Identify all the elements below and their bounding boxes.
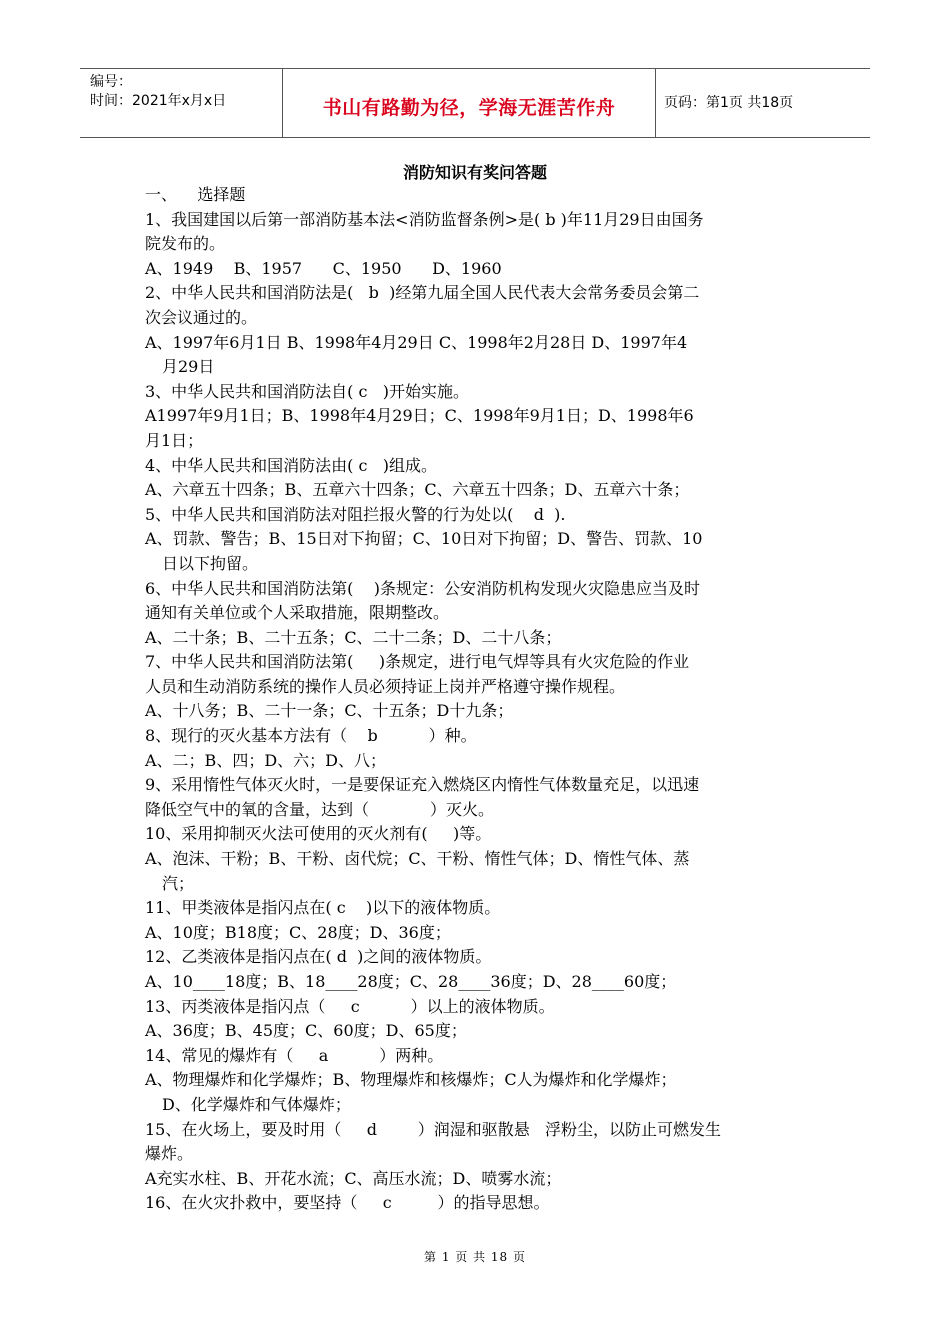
section-heading: 一、 选择题 xyxy=(145,185,246,204)
text-line: A、十八务；B、二十一条；C、十五条；D十九条； xyxy=(145,701,514,721)
page-footer: 第 1 页 共 18 页 xyxy=(424,1250,526,1264)
text-line: 2、中华人民共和国消防法是( b )经第九届全国人民代表大会常务委员会第二 xyxy=(145,283,700,303)
header-motto-cell xyxy=(283,69,656,137)
text-line: 1、我国建国以后第一部消防基本法<消防监督条例>是( b )年11月29日由国务 xyxy=(145,209,704,229)
text-line: 院发布的。 xyxy=(145,234,226,254)
text-line: A、罚款、警告；B、15日对下拘留；C、10日对下拘留；D、警告、罚款、10 xyxy=(145,529,703,549)
text-line: 10、采用抑制灭火法可使用的灭火剂有( )等。 xyxy=(145,824,492,844)
text-line: 8、现行的灭火基本方法有（ b ）种。 xyxy=(145,726,477,746)
text-line: 通知有关单位或个人采取措施，限期整改。 xyxy=(145,603,450,623)
text-line: 爆炸。 xyxy=(145,1144,194,1164)
text-line: 月29日 xyxy=(162,357,215,377)
text-line: A、1997年6月1日 B、1998年4月29日 C、1998年2月28日 D、1997年4 xyxy=(145,332,688,352)
header-meta-cell xyxy=(80,69,283,137)
text-line: 16、在火灾扑救中，要坚持（ c ）的指导思想。 xyxy=(145,1193,550,1213)
text-line: 15、在火场上，要及时用（ d ）润湿和驱散悬 浮粉尘，以防止可燃发生 xyxy=(145,1119,721,1139)
text-line: 月1日； xyxy=(145,430,204,450)
document-title: 消防知识有奖问答题 xyxy=(402,163,547,182)
text-line: 5、中华人民共和国消防法对阻拦报火警的行为处以( d ). xyxy=(145,504,566,524)
text-line: A、二；B、四；D、六；D、八； xyxy=(145,750,386,770)
text-line: 人员和生动消防系统的操作人员必须持证上岗并严格遵守操作规程。 xyxy=(145,676,626,696)
text-line: 9、采用惰性气体灭火时，一是要保证充入燃烧区内惰性气体数量充足，以迅速 xyxy=(145,775,700,795)
text-line: A、1949 B、1957 C、1950 D、1960 xyxy=(145,258,502,278)
text-line: 日以下拘留。 xyxy=(162,553,259,573)
text-line: 汽； xyxy=(162,873,195,893)
text-line: 3、中华人民共和国消防法自( c )开始实施。 xyxy=(145,381,469,401)
text-line: A、物理爆炸和化学爆炸；B、物理爆炸和核爆炸；C人为爆炸和化学爆炸； xyxy=(145,1070,677,1090)
text-line: A、六章五十四条；B、五章六十四条；C、六章五十四条；D、五章六十条； xyxy=(145,480,690,500)
motto-text: 书山有路勤为径，学海无涯苦作舟 xyxy=(322,97,616,119)
text-line: 次会议通过的。 xyxy=(145,307,258,327)
text-line: 13、丙类液体是指闪点（ c ）以上的液体物质。 xyxy=(145,996,555,1016)
text-line: 6、中华人民共和国消防法第( )条规定：公安消防机构发现火灾隐患应当及时 xyxy=(145,578,701,598)
text-line: A1997年9月1日；B、1998年4月29日；C、1998年9月1日；D、1998年6 xyxy=(145,406,694,426)
text-line: 降低空气中的氧的含量，达到（ ）灭火。 xyxy=(145,799,495,819)
text-line: 7、中华人民共和国消防法第( )条规定，进行电气焊等具有火灾危险的作业 xyxy=(145,652,690,672)
question-body xyxy=(145,183,815,1216)
document-header-table xyxy=(80,68,870,138)
page-count-label: 页码：第1页 共18页 xyxy=(664,95,794,111)
text-line: D、化学爆炸和气体爆炸； xyxy=(162,1094,351,1114)
text-line: A充实水柱、B、开花水流；C、高压水流；D、喷雾水流； xyxy=(145,1168,562,1188)
text-line: 12、乙类液体是指闪点在( d )之间的液体物质。 xyxy=(145,947,492,967)
text-line: 11、甲类液体是指闪点在( c )以下的液体物质。 xyxy=(145,898,501,918)
text-line: A、10度；B18度；C、28度；D、36度； xyxy=(145,922,451,942)
number-label: 编号： xyxy=(90,74,132,90)
text-line: A、10____18度；B、18____28度；C、28____36度；D、28____60度； xyxy=(145,972,677,991)
text-line: 14、常见的爆炸有（ a ）两种。 xyxy=(145,1045,444,1065)
text-line: A、36度；B、45度；C、60度；D、65度； xyxy=(145,1021,467,1041)
time-label: 时间：2021年x月x日 xyxy=(90,93,227,109)
header-page-cell xyxy=(656,69,870,137)
text-line: A、二十条；B、二十五条；C、二十二条；D、二十八条； xyxy=(145,627,562,647)
text-line: 4、中华人民共和国消防法由( c )组成。 xyxy=(145,455,437,475)
text-line: A、泡沫、干粉；B、干粉、卤代烷；C、干粉、惰性气体；D、惰性气体、蒸 xyxy=(145,849,690,869)
